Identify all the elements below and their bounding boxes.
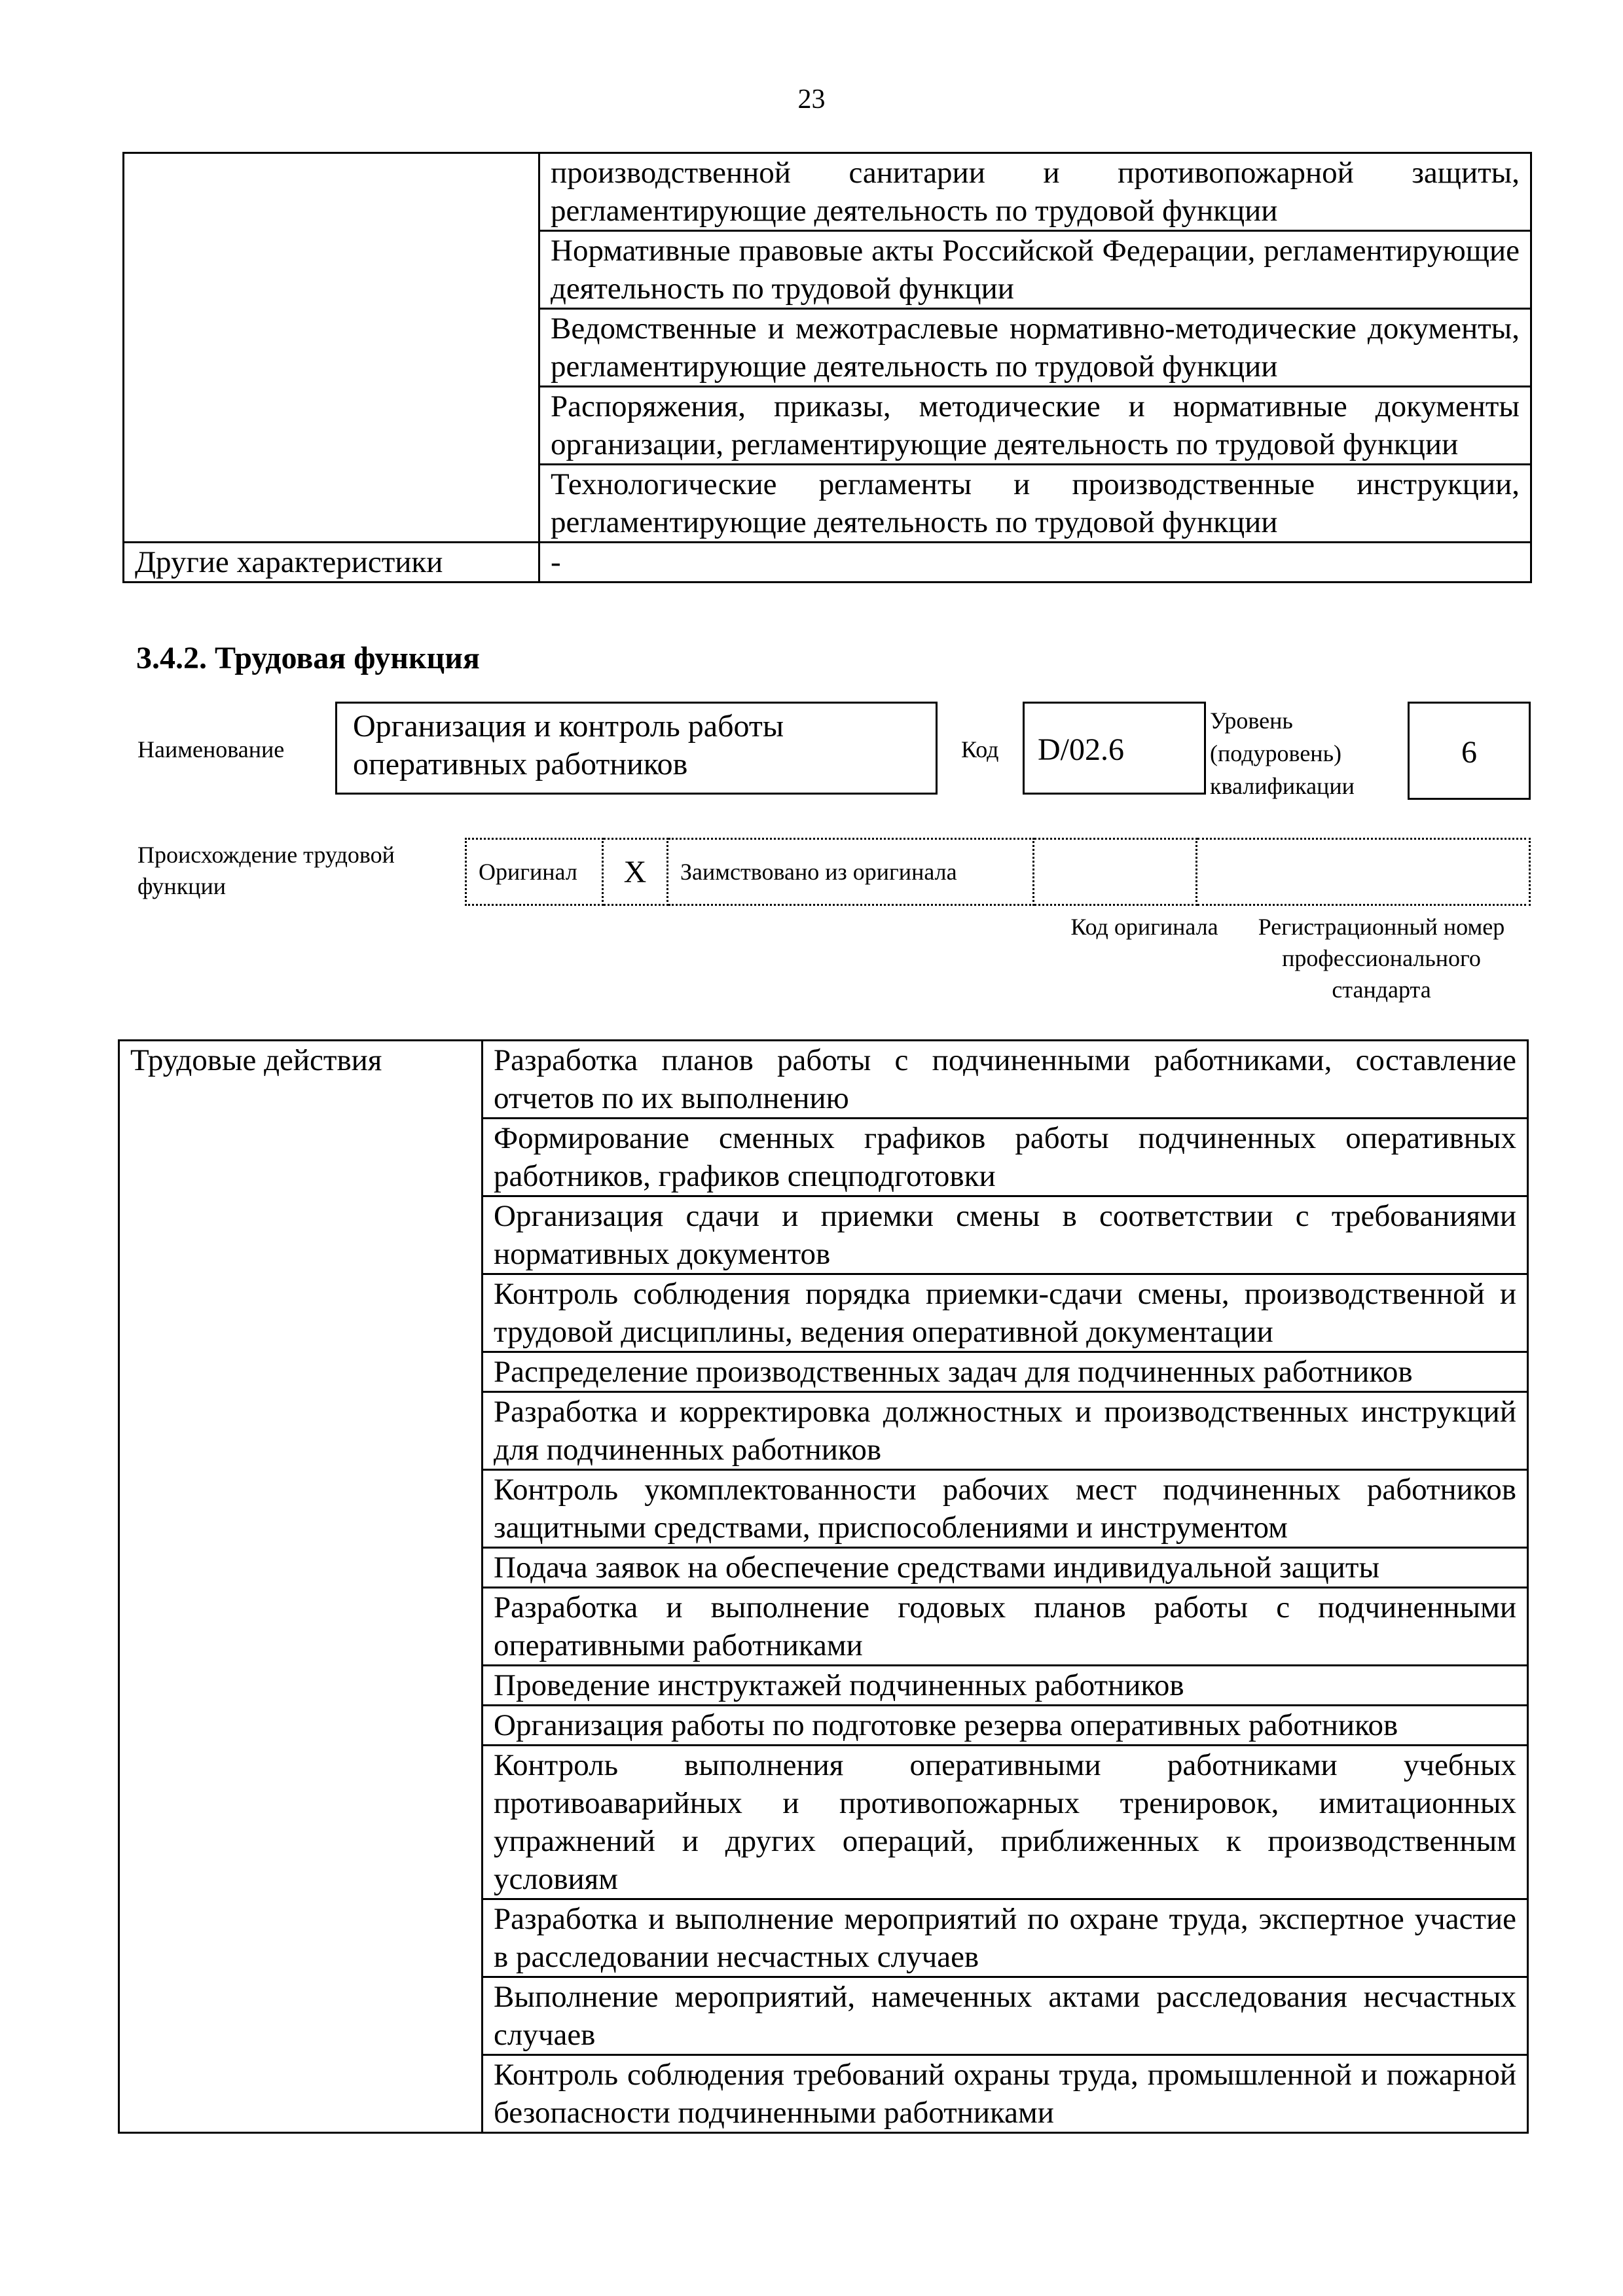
table-cell: Распоряжения, приказы, методические и нормативные документы организации, регламентирующие деятельность по трудовой функции	[539, 387, 1531, 465]
origin-table	[465, 838, 1531, 906]
top-continuation-table	[122, 152, 1532, 583]
table-cell: Проведение инструктажей подчиненных работников	[483, 1666, 1528, 1706]
origin-label: Происхождение трудовой функции	[137, 842, 395, 899]
table-cell: Ведомственные и межотраслевые нормативно-методические документы, регламентирующие деятельность по трудовой функции	[539, 309, 1531, 387]
original-code-caption: Код оригинала	[1070, 914, 1218, 940]
name-label: Наименование	[137, 736, 285, 762]
borrowed-label: Заимствовано из оригинала	[668, 839, 1034, 905]
table-cell: производственной санитарии и противопожарной защиты, регламентирующие деятельность по трудовой функции	[539, 153, 1531, 231]
table-cell: Разработка планов работы с подчиненными работниками, составление отчетов по их выполнению	[483, 1041, 1528, 1119]
table-cell: Нормативные правовые акты Российской Федерации, регламентирующие деятельность по трудовой функции	[539, 231, 1531, 309]
code-label: Код	[961, 736, 999, 762]
labour-actions-label: Трудовые действия	[119, 1041, 483, 2133]
table-cell: Разработка и корректировка должностных и производственных инструкций для подчиненных работников	[483, 1392, 1528, 1470]
table-cell: Технологические регламенты и производственные инструкции, регламентирующие деятельность по трудовой функции	[539, 465, 1531, 543]
table-cell: Разработка и выполнение мероприятий по охране труда, экспертное участие в расследовании несчастных случаев	[483, 1899, 1528, 1977]
original-code-cell	[1034, 839, 1197, 905]
page-number: 23	[797, 84, 826, 115]
table-cell: Организация работы по подготовке резерва оперативных работников	[483, 1706, 1528, 1746]
table-cell: Контроль соблюдения требований охраны труда, промышленной и пожарной безопасности подчиненными работниками	[483, 2055, 1528, 2133]
name-value-box: Организация и контроль работы оперативных работников	[335, 702, 938, 795]
reg-number-caption: Регистрационный номер профессионального стандарта	[1258, 914, 1505, 1003]
table-row	[466, 839, 1530, 905]
table-cell: Распределение производственных задач для подчиненных работников	[483, 1352, 1528, 1392]
table-cell: Выполнение мероприятий, намеченных актами расследования несчастных случаев	[483, 1977, 1528, 2055]
table-cell: Контроль соблюдения порядка приемки-сдачи смены, производственной и трудовой дисциплины, ведения оперативной документации	[483, 1274, 1528, 1352]
table-cell: Формирование сменных графиков работы подчиненных оперативных работников, графиков спецподготовки	[483, 1119, 1528, 1196]
table-cell: Контроль укомплектованности рабочих мест подчиненных работников защитными средствами, приспособлениями и инструментом	[483, 1470, 1528, 1548]
other-characteristics-label: Другие характеристики	[124, 543, 539, 583]
empty-label-cell	[124, 153, 539, 543]
table-cell: Организация сдачи и приемки смены в соответствии с требованиями нормативных документов	[483, 1196, 1528, 1274]
original-label: Оригинал	[466, 839, 603, 905]
reg-number-cell	[1197, 839, 1530, 905]
other-characteristics-value: -	[539, 543, 1531, 583]
labour-actions-table	[118, 1039, 1529, 2134]
table-row	[124, 543, 1531, 583]
table-row	[124, 153, 1531, 231]
section-title: 3.4.2. Трудовая функция	[136, 641, 480, 675]
code-value-box: D/02.6	[1023, 702, 1206, 795]
original-mark: X	[603, 839, 668, 905]
table-cell: Подача заявок на обеспечение средствами индивидуальной защиты	[483, 1548, 1528, 1588]
table-cell: Контроль выполнения оперативными работниками учебных противоаварийных и противопожарных тренировок, имитационных упражнений и других операций, приближенных к производственным условиям	[483, 1746, 1528, 1899]
qualification-level-label: Уровень (подуровень) квалификации	[1210, 708, 1355, 799]
table-row	[119, 1041, 1528, 1119]
table-cell: Разработка и выполнение годовых планов работы с подчиненными оперативными работниками	[483, 1588, 1528, 1666]
qualification-level-box: 6	[1408, 702, 1531, 800]
